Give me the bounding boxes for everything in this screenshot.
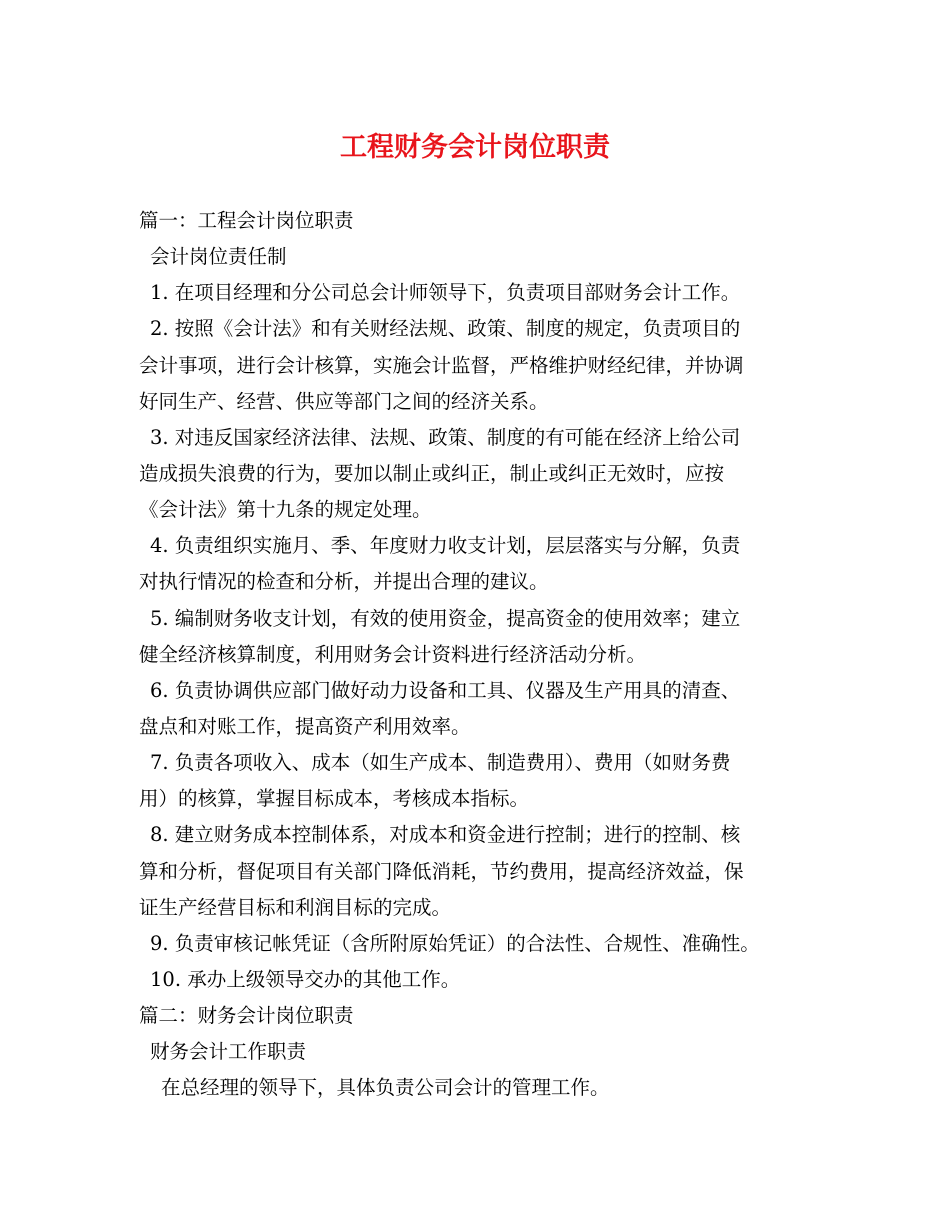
- text-line: 好同生产、经营、供应等部门之间的经济关系。: [139, 389, 549, 413]
- text-line: 1. 在项目经理和分公司总会计师领导下，负责项目部财务会计工作。: [150, 281, 741, 305]
- document-title: 工程财务会计岗位职责: [340, 132, 610, 163]
- text-line: 8. 建立财务成本控制体系，对成本和资金进行控制；进行的控制、核: [150, 823, 741, 847]
- text-line: 证生产经营目标和利润目标的完成。: [139, 895, 452, 919]
- text-line: 会计事项，进行会计核算，实施会计监督，严格维护财经纪律，并协调: [139, 353, 744, 377]
- text-line: 7. 负责各项收入、成本（如生产成本、制造费用）、费用（如财务费: [150, 751, 731, 775]
- text-line: 盘点和对账工作，提高资产利用效率。: [139, 714, 471, 738]
- text-line: 对执行情况的检查和分析，并提出合理的建议。: [139, 570, 549, 594]
- text-line: 10. 承办上级领导交办的其他工作。: [150, 967, 461, 991]
- document-body: [139, 203, 829, 1107]
- text-line: 在总经理的领导下，具体负责公司会计的管理工作。: [161, 1076, 610, 1100]
- text-line: 造成损失浪费的行为，要加以制止或纠正，制止或纠正无效时，应按: [139, 461, 725, 485]
- text-line: 财务会计工作职责: [150, 1040, 307, 1064]
- text-line: 用）的核算，掌握目标成本，考核成本指标。: [139, 787, 530, 811]
- text-line: 算和分析，督促项目有关部门降低消耗，节约费用，提高经济效益，保: [139, 859, 744, 883]
- text-line: 3. 对违反国家经济法律、法规、政策、制度的有可能在经济上给公司: [150, 425, 741, 449]
- text-line: 2. 按照《会计法》和有关财经法规、政策、制度的规定，负责项目的: [150, 317, 741, 341]
- text-line: 会计岗位责任制: [150, 245, 287, 269]
- text-line: 《会计法》第十九条的规定处理。: [139, 498, 432, 522]
- text-line: 篇一：工程会计岗位职责: [139, 209, 354, 232]
- text-line: 5. 编制财务收支计划，有效的使用资金，提高资金的使用效率；建立: [150, 606, 741, 630]
- text-line: 4. 负责组织实施月、季、年度财力收支计划，层层落实与分解，负责: [150, 534, 741, 558]
- text-line: 6. 负责协调供应部门做好动力设备和工具、仪器及生产用具的清查、: [150, 678, 741, 702]
- text-line: 篇二：财务会计岗位职责: [139, 1004, 354, 1028]
- text-line: 健全经济核算制度，利用财务会计资料进行经济活动分析。: [139, 642, 647, 666]
- text-line: 9. 负责审核记帐凭证（含所附原始凭证）的合法性、合规性、准确性。: [150, 931, 760, 955]
